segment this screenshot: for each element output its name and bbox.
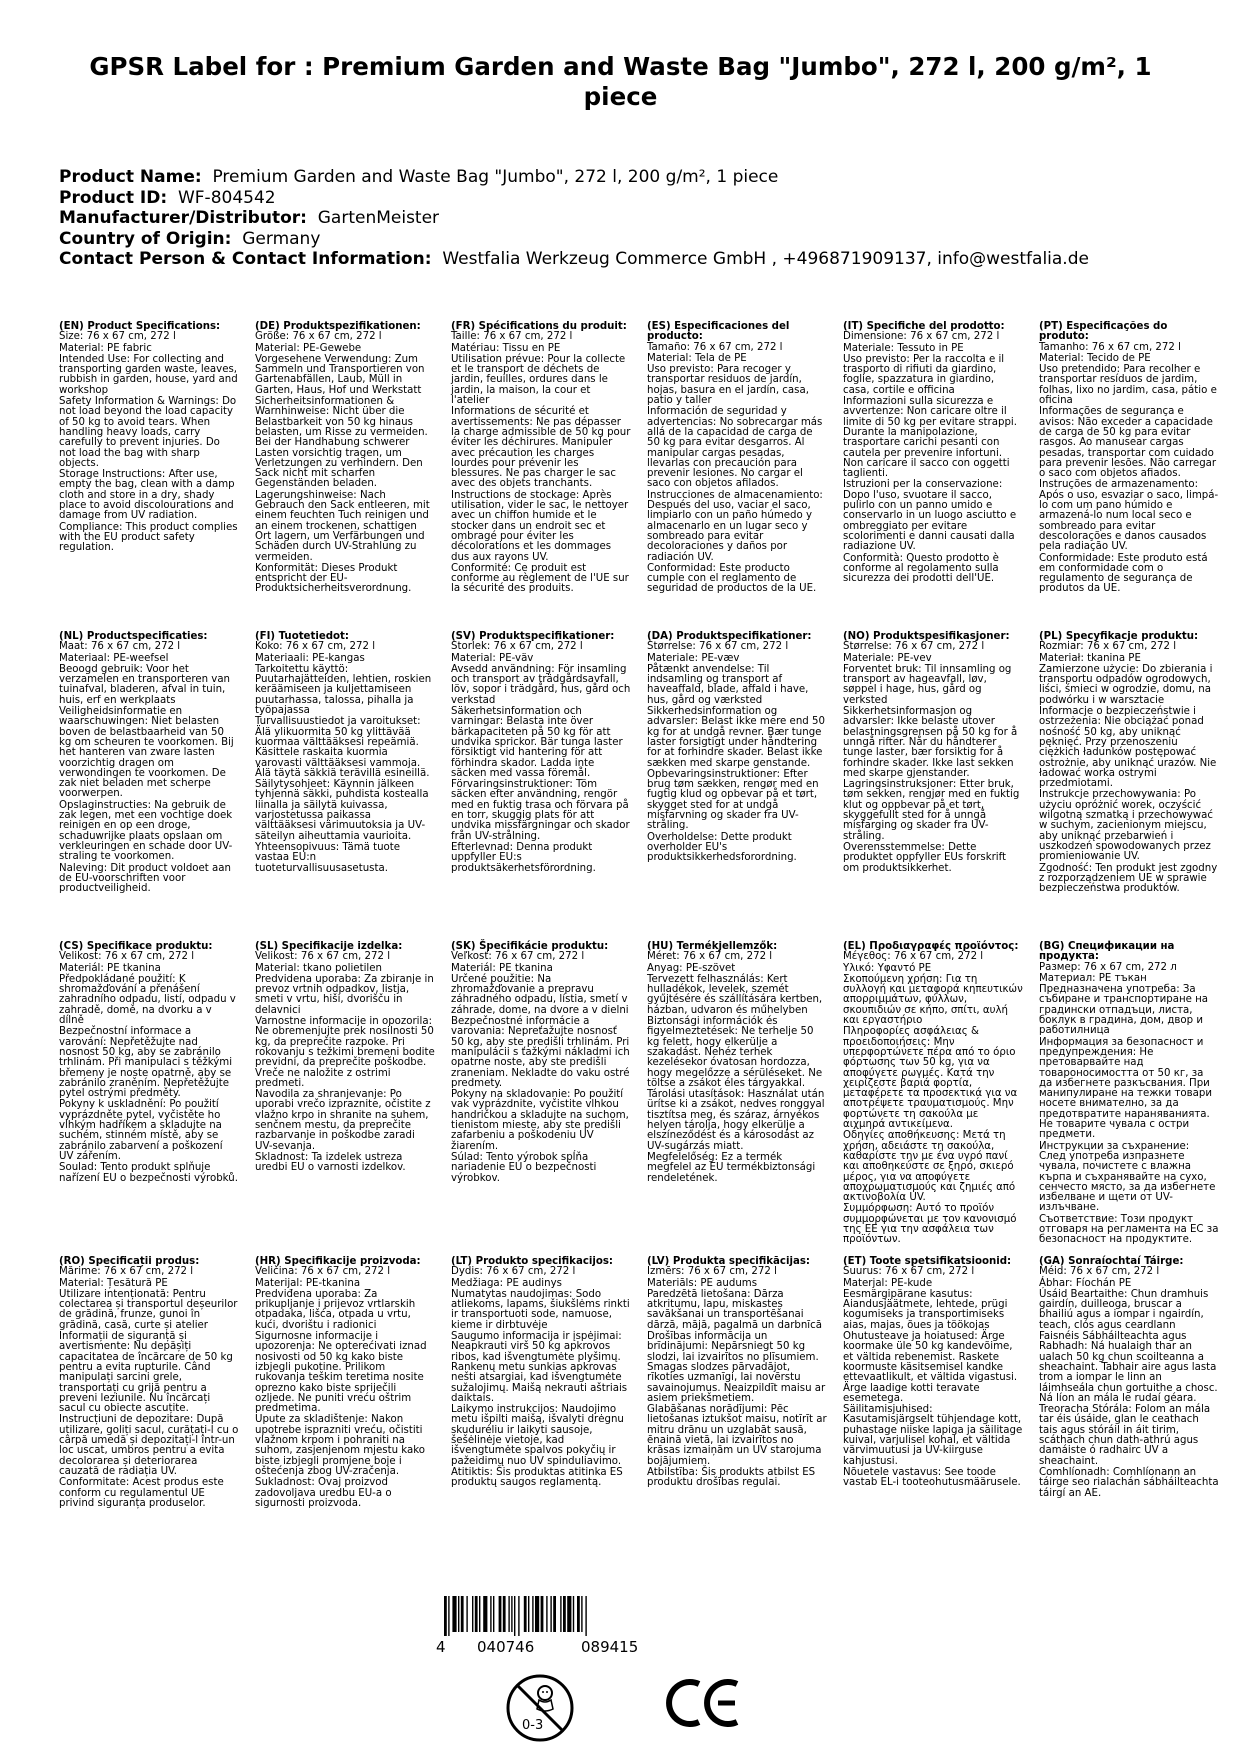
contact-value: Westfalia Werkzeug Commerce GmbH , +496871909137, info@westfalia.de: [442, 249, 1089, 270]
spec-paragraph: Atitiktis: Šis produktas atitinka ES produktų saugos reglamentą.: [451, 1466, 623, 1489]
spec-paragraph: Informazioni sulla sicurezza e avvertenze: Non caricare oltre il limite di 50 kg per evitare strappi. Durante la manipolazione, trasportare carichi pesanti con cautela per prevenire infortuni. Non caricare il sacco con oggetti taglienti.: [843, 396, 1017, 480]
spec-block: [255, 632, 435, 875]
spec-paragraph: Laikymo instrukcijos: Naudojimo metu išpilti maišą, išvalyti drėgnu skuduréliu ir laikyti sausoje, šešėlinėje vietoje, kad išvengtumėte spalvos pokyčių ir pažeidimų nuo UV spinduliavimo.: [451, 1404, 624, 1467]
spec-paragraph: Utilizare intenționată: Pentru colectarea și transportul deșeurilor de grădină, frunze, gunoi în grădină, casă, curte și atelier: [59, 1288, 238, 1331]
spec-paragraph: Pokyny k uskladnění: Po použití vyprázdněte pytel, vyčistěte ho vlhkým hadříkem a skladujte na suchém, stinném místě, aby se zabránilo zabarvení a poškození UV zářením.: [59, 1099, 223, 1162]
spec-paragraph: Instrukcje przechowywania: Po użyciu opróżnić worek, oczyścić wilgotną szmatką i przechowywać w suchym, zacienionym miejscu, aby uniknąć przebarwień i uszkodzeń spowodowanych przez promieniowanie UV.: [1039, 789, 1213, 863]
spec-block: [1039, 322, 1219, 596]
barcode-bar: [508, 1596, 509, 1632]
barcode-bar: [444, 1596, 447, 1636]
spec-paragraph: Ohutusteave ja hoiatused: Ärge koormake üle 50 kg kandevõime, et vältida rebenemist. Raskete koormuste käsitsemisel kandke ettevaatlikult, et vältida vigastusi. Ärge laadige kotti teravate esemetega.: [843, 1331, 1018, 1404]
spec-paragraph: Intended Use: For collecting and transporting garden waste, leaves, rubbish in garden, house, yard and workshop: [59, 353, 238, 396]
spec-heading: (GA) Sonraíochtaí Táirge:: [1039, 1256, 1184, 1267]
spec-heading: (IT) Specifiche del prodotto:: [843, 321, 1005, 332]
spec-paragraph: Méid: 76 x 67 cm, 272 l: [1039, 1266, 1160, 1278]
spec-paragraph: Tamaño: 76 x 67 cm, 272 l: [647, 341, 783, 353]
spec-paragraph: Opslaginstructies: Na gebruik de zak legen, met een vochtige doek reinigen en op een droge, schaduwrijke plaats opslaan om verkleuringen en schade door UV-straling te voorkomen.: [59, 799, 233, 863]
spec-paragraph: Předpokládané použití: K shromažďování a přenášení zahradního odpadu, listí, odpadu v zahradě, domě, na dvorku a v dílně: [59, 973, 236, 1027]
spec-paragraph: Material: tkano polietilen: [255, 962, 382, 974]
spec-paragraph: Säkerhetsinformation och varningar: Belasta inte över bärkapaciteten på 50 kg för att undvika sprickor. Bär tunga laster försiktigt vid hantering för att förhindra skador. Ladda inte säcken med vassa föremål.: [451, 706, 623, 779]
spec-paragraph: Eesmärgipärane kasutus: Aiandusjäätmete, lehtede, prügi kogumiseks ja transportimiseks aias, majas, õues ja töökojas: [843, 1288, 1008, 1331]
spec-paragraph: Ábhar: Fíochán PE: [1039, 1277, 1132, 1289]
barcode-bar: [490, 1596, 491, 1632]
barcode-bar: [479, 1596, 480, 1632]
spec-paragraph: Størrelse: 76 x 67 cm, 272 l: [843, 641, 985, 653]
product-id-value: WF-804542: [177, 187, 276, 208]
spec-paragraph: Veličina: 76 x 67 cm, 272 l: [255, 1266, 391, 1278]
spec-block: [451, 942, 631, 1185]
spec-paragraph: Размер: 76 x 67 cm, 272 л: [1039, 961, 1177, 973]
spec-paragraph: Dydis: 76 x 67 cm, 272 l: [451, 1266, 576, 1278]
spec-paragraph: Información de seguridad y advertencias: No sobrecargar más allá de la capacidad de carga de 50 kg para evitar desgarros. Al manipular cargas pesadas, llevarlas con precaución para prevenir lesiones. No cargar el saco con objetos afilados.: [647, 406, 823, 490]
spec-paragraph: Informații de siguranță și avertismente: Nu depășiți capacitatea de încărcare de 50 kg pentru a evita rupturile. Când manipulați sarcini grele, transportați cu grijă pentru a preveni leziunile. Nu încărcați sacul cu obiecte ascuțite.: [59, 1331, 233, 1415]
spec-paragraph: Opbevaringsinstruktioner: Efter brug tøm sækken, rengør med en fugtig klud og opbevar på et tørt, skygget sted for at undgå misfarvning og skader fra UV-stråling.: [647, 768, 819, 832]
barcode-bar: [503, 1596, 506, 1632]
spec-paragraph: Μέγεθος: 76 x 67 cm, 272 l: [843, 951, 984, 963]
spec-paragraph: Sikkerhedsinformation og advarsler: Belast ikke mere end 50 kg for at undgå revner. Bær tunge laster forsigtigt under håndtering for at forhindre skader. Belast ikke sækken med skarpe genstande.: [647, 706, 825, 769]
spec-paragraph: Storlek: 76 x 67 cm, 272 l: [451, 641, 583, 653]
spec-heading: (SK) Špecifikácie produktu:: [451, 941, 609, 952]
barcode-bar: [532, 1596, 533, 1632]
spec-paragraph: Compliance: This product complies with the EU product safety regulation.: [59, 521, 238, 554]
spec-paragraph: Rozmiar: 76 x 67 cm, 272 l: [1039, 641, 1177, 653]
spec-block: [255, 942, 435, 1175]
barcode-bar: [511, 1596, 512, 1632]
spec-paragraph: Veľkosť: 76 x 67 cm, 272 l: [451, 951, 585, 963]
spec-paragraph: Dimensione: 76 x 67 cm, 272 l: [843, 331, 1000, 343]
spec-paragraph: Zgodność: Ten produkt jest zgodny z rozporządzeniem UE w sprawie bezpieczeństwa produktów.: [1039, 862, 1218, 895]
barcode-bar: [585, 1596, 586, 1636]
spec-paragraph: Taille: 76 x 67 cm, 272 l: [451, 331, 573, 343]
spec-paragraph: Informations de sécurité et avertissements: Ne pas dépasser la charge admissible de 50 kg pour éviter les déchirures. Manipuler avec précaution les charges lourdes pour prévenir les blessures. Ne pas charger le sac avec des objets tranchants.: [451, 406, 631, 490]
product-name-label: Product Name:: [59, 167, 202, 187]
spec-block: [843, 632, 1023, 875]
spec-heading: (ES) Especificaciones del producto:: [647, 321, 790, 343]
spec-paragraph: Sukladnost: Ovaj proizvod zadovoljava uredbu EU-a o sigurnosti proizvoda.: [255, 1477, 392, 1509]
spec-paragraph: Conformidade: Este produto está em conformidade com o regulamento de segurança de produtos da UE.: [1039, 552, 1208, 595]
spec-paragraph: Instructions de stockage: Après utilisation, vider le sac, le nettoyer avec un chiffon humide et le stocker dans un endroit sec et ombragé pour éviter les décolorations et les dommages dus aux rayons UV.: [451, 489, 629, 563]
spec-paragraph: Nõuetele vastavus: See toode vastab EL-i tooteohutusmäärusele.: [843, 1466, 1021, 1489]
spec-heading: (CS) Specifikace produktu:: [59, 941, 213, 952]
spec-block: [843, 942, 1023, 1247]
spec-paragraph: Naleving: Dit product voldoet aan de EU-voorschriften voor productveiligheid.: [59, 862, 231, 895]
spec-paragraph: Storage Instructions: After use, empty the bag, clean with a damp cloth and store in a dry, shady place to avoid discolourations and damage from UV radiation.: [59, 469, 235, 522]
barcode-bar: [524, 1596, 527, 1632]
spec-paragraph: Предназначена употреба: За събиране и транспортиране на градински отпадъци, листа, боклук в градина, дом, двор и работилница: [1039, 984, 1209, 1037]
spec-paragraph: Súlad: Tento výrobok spĺňa nariadenie EÚ o bezpečnosti výrobkov.: [451, 1151, 597, 1184]
barcode-bar: [567, 1596, 571, 1632]
spec-paragraph: Säilitamisjuhised: Kasutamisjärgselt tühjendage kott, puhastage niiske lapiga ja säilitage kuival, varjulisel kohal, et vältida värvimuutusi ja UV-kiirguse kahjustusi.: [843, 1404, 1023, 1467]
spec-paragraph: Συμμόρφωση: Αυτό το προϊόν συμμορφώνεται με τον κανονισμό της ΕΕ για την ασφάλεια των προϊόντων.: [843, 1203, 1017, 1246]
spec-block: [647, 322, 827, 596]
spec-paragraph: Sigurnosne informacije i upozorenja: Ne opterećivati iznad nosivosti od 50 kg kako biste izbjegli pukotine. Prilikom rukovanja teškim teretima nosite oprezno kako biste spriječili ozljede. Ne puniti vreću oštrim predmetima.: [255, 1331, 427, 1415]
spec-block: [1039, 632, 1219, 895]
barcode-bar: [553, 1596, 556, 1632]
spec-paragraph: Conformité: Ce produit est conforme au règlement de l'UE sur la sécurité des produits.: [451, 562, 629, 595]
barcode-bar: [514, 1596, 515, 1636]
barcode-bar: [577, 1596, 580, 1632]
barcode-bar: [546, 1596, 547, 1632]
spec-paragraph: Οδηγίες αποθήκευσης: Μετά τη χρήση, αδειάστε τη σακούλα, καθαρίστε την με ένα υγρό πανί και αποθηκεύστε σε ξηρό, σκιερό μέρος, για να αποφύγετε αποχρωματισμούς και ζημιές από ακτινοβολία UV.: [843, 1130, 1016, 1204]
spec-paragraph: Tervezett felhasználás: Kert hulladékok, levelek, szemét gyűjtésére és szállítására kertben, házban, udvaron és műhelyben: [647, 973, 823, 1016]
spec-paragraph: Tamanho: 76 x 67 cm, 272 l: [1039, 341, 1181, 353]
spec-paragraph: Méret: 76 x 67 cm, 272 l: [647, 951, 773, 963]
spec-paragraph: Säilytysohjeet: Käynnin jälkeen tyhjennä säkki, puhdista kostealla liinalla ja säilytä kuivassa, varjostetussa paikassa välttääksesi värimuutoksia ja UV-säteilyn aiheuttamia vaurioita.: [255, 779, 429, 842]
spec-paragraph: Påtænkt anvendelse: Til indsamling og transport af haveaffald, blade, affald i have, hus, gård og værksted: [647, 663, 809, 706]
spec-paragraph: Sikkerhetsinformasjon og advarsler: Ikke belaste utover belastningsgrensen på 50 kg for å unngå rifter. Når du håndterer tunge laster, bær forsiktig for å forhindre skader. Ikke last sekken med skarpe gjenstander.: [843, 706, 1018, 779]
barcode-group-1: 040746: [477, 1638, 535, 1656]
spec-block: [59, 1257, 239, 1510]
spec-paragraph: Sicherheitsinformationen & Warnhinweise: Nicht über die Belastbarkeit von 50 kg hinaus belasten, um Risse zu vermeiden. Bei der Handhabung schwerer Lasten vorsichtig tragen, um Verletzungen zu verhindern. Den Sack nicht mit scharfen Gegenständen beladen.: [255, 396, 428, 490]
spec-paragraph: Uso previsto: Per la raccolta e il trasporto di rifiuti da giardino, foglie, spazzatura in giardino, casa, cortile e officina: [843, 353, 1005, 396]
spec-paragraph: Velikost: 76 x 67 cm, 272 l: [255, 951, 391, 963]
spec-block: [843, 1257, 1023, 1490]
spec-heading: (HR) Specifikacije proizvoda:: [255, 1256, 421, 1267]
barcode-bar: [518, 1596, 519, 1636]
spec-paragraph: Comhlíonadh: Comhlíonann an táirge seo rialachán sábháilteachta táirgí an AE.: [1039, 1466, 1219, 1499]
spec-paragraph: Съответствие: Този продукт отговаря на регламента на ЕС за безопасност на продуктите.: [1039, 1213, 1219, 1246]
barcode-bar: [560, 1596, 561, 1632]
spec-paragraph: Izmērs: 76 x 67 cm, 272 l: [647, 1266, 777, 1278]
spec-block: [255, 322, 435, 596]
spec-paragraph: Mărime: 76 x 67 cm, 272 l: [59, 1266, 194, 1278]
barcode-bar: [483, 1596, 487, 1632]
spec-paragraph: Materjal: PE-kude: [843, 1277, 933, 1289]
spec-paragraph: Material: Tela de PE: [647, 352, 747, 364]
barcode-bar: [499, 1596, 502, 1632]
spec-heading: (HU) Termékjellemzők:: [647, 941, 778, 952]
country-label: Country of Origin:: [59, 228, 232, 249]
manufacturer-label: Manufacturer/Distributor:: [59, 208, 307, 229]
barcode-bar: [550, 1596, 551, 1632]
spec-paragraph: Numatytas naudojimas: Sodo atliekoms, lapams, šiukšlėms rinkti ir transportuoti sode, namuose, kieme ir dirbtuvėje: [451, 1288, 630, 1331]
spec-paragraph: Materiale: PE-vev: [843, 652, 932, 664]
spec-block: [843, 322, 1023, 585]
spec-paragraph: Conformidad: Este producto cumple con el reglamento de seguridad de productos de la UE.: [647, 562, 817, 595]
spec-paragraph: Faisnéis Sábháilteachta agus Rabhadh: Ná hualaigh thar an ualach 50 kg chun scoilteanna a sheachaint. Tabhair aire agus lasta trom a iompar le linn an láimhseála chun gortuithe a chosc. Ná líon an mála le rudaí géara.: [1039, 1331, 1218, 1404]
spec-paragraph: Tárolási utasítások: Használat után ürítse ki a zsákot, nedves ronggyal tisztítsa meg, és száraz, árnyékos helyen tárolja, hogy elkerülje a elszíneződést és a károsodást az UV-sugárzás miatt.: [647, 1089, 825, 1152]
spec-block: [59, 322, 239, 555]
barcode-bar: [563, 1596, 566, 1632]
spec-paragraph: Navodila za shranjevanje: Po uporabi vrečo izpraznite, očistite z vlažno krpo in shranite na suhem, senčnem mestu, da preprečite razbarvanje in poškodbe zaradi UV-sevanja.: [255, 1089, 431, 1152]
page-title: GPSR Label for : Premium Garden and Waste Bag "Jumbo", 272 l, 200 g/m², 1 piece: [89, 52, 1152, 111]
barcode: [444, 1596, 659, 1636]
spec-paragraph: Bezpečnostné informácie a varovania: Nepreťažujte nosnosť 50 kg, aby ste predišli trhlinám. Pri manipulácii s ťažkými nákladmi ich opatrne noste, aby ste predišli zraneniam. Nekladte do vaku ostré predmety.: [451, 1016, 630, 1089]
spec-paragraph: Instruções de armazenamento: Após o uso, esvaziar o saco, limpá-lo com um pano húmido e armazená-lo num local seco e sombreado para evitar descolorações e danos causados pela radiação UV.: [1039, 479, 1219, 553]
spec-heading: (SL) Specifikacije izdelka:: [255, 941, 403, 952]
country-value: Germany: [242, 228, 321, 249]
spec-paragraph: Velikost: 76 x 67 cm, 272 l: [59, 951, 195, 963]
spec-paragraph: Veiligheidsinformatie en waarschuwingen: Niet belasten boven de belastbaarheid van 50 kg om scheuren te voorkomen. Bij het hanteren van zware lasten voorzichtig dragen om verwondingen te voorkomen. De zak niet beladen met scherpe voorwerpen.: [59, 706, 234, 800]
barcode-bar: [448, 1596, 449, 1636]
spec-paragraph: Instrucciones de almacenamiento: Después del uso, vaciar el saco, limpiarlo con un paño húmedo y almacenarlo en un lugar seco y sombreado para evitar decoloraciones y daños por radiación UV.: [647, 489, 823, 563]
age-range-label: 0-3: [522, 1718, 544, 1733]
spec-paragraph: Vorgesehene Verwendung: Zum Sammeln und Transportieren von Gartenabfällen, Laub, Müll in Garten, Haus, Hof und Werkstatt: [255, 353, 425, 396]
spec-paragraph: Paredzētā lietošana: Dārza atkritumu, lapu, miskastes savākšanai un transportēšanai dārzā, mājā, pagalmā un darbnīcā: [647, 1288, 822, 1331]
spec-paragraph: Förvaringsinstruktioner: Töm säcken efter användning, rengör med en fuktig trasa och förvara på en torr, skuggig plats för att undvika missfärgningar och skador från UV-strålning.: [451, 779, 630, 842]
product-info: [59, 167, 1089, 270]
spec-paragraph: Beoogd gebruik: Voor het verzamelen en transporteren van tuinafval, bladeren, afval in tuin, huis, erf en werkplaats: [59, 663, 231, 706]
spec-paragraph: Medžiaga: PE audinys: [451, 1277, 562, 1289]
spec-paragraph: Efterlevnad: Denna produkt uppfyller EU:s produktsäkerhetsförordning.: [451, 841, 596, 874]
spec-paragraph: Conformitate: Acest produs este conform cu regulamentul UE privind siguranța produselor.: [59, 1477, 224, 1509]
spec-paragraph: Atbilstība: Šis produkts atbilst ES produktu drošības regulai.: [647, 1466, 816, 1489]
spec-paragraph: Informacje o bezpieczeństwie i ostrzeżenia: Nie obciążać ponad nośność 50 kg, aby uniknąć pęknięć. Przy przenoszeniu ciężkich ładunków postępować ostrożnie, aby uniknąć urazów. Nie ładować worka ostrymi przedmiotami.: [1039, 706, 1217, 790]
spec-paragraph: Πληροφορίες ασφάλειας & προειδοποιήσεις: Μην υπερφορτώνετε πέρα από το όριο φόρτωσης των 50 kg, για να αποφύγετε ρωγμές. Κατά την χειρίζεστε βαριά φορτία, μεταφέρετε τα προσεκτικά για να αποτρέψετε τραυματισμούς. Μην φορτώνετε τη σακούλα με αιχμηρά αντικείμενα.: [843, 1026, 1018, 1131]
spec-heading: (RO) Specificații produs:: [59, 1256, 200, 1267]
spec-paragraph: Megfelelőség: Ez a termék megfelel az EU termékbiztonsági rendeletének.: [647, 1151, 816, 1184]
barcode-digit-left: 4: [436, 1638, 446, 1656]
spec-paragraph: Konformität: Dieses Produkt entspricht der EU-Produktsicherheitsverordnung.: [255, 562, 412, 595]
spec-paragraph: Overholdelse: Dette produkt overholder EU's produktsikkerhedsforordning.: [647, 831, 797, 864]
spec-paragraph: Koko: 76 x 67 cm, 272 l: [255, 641, 376, 653]
contact-label: Contact Person & Contact Information:: [59, 249, 432, 270]
spec-heading: (FR) Spécifications du produit:: [451, 321, 627, 332]
spec-paragraph: Materiaal: PE-weefsel: [59, 652, 169, 664]
spec-paragraph: Anyag: PE-szövet: [647, 962, 736, 974]
spec-paragraph: Tarkoitettu käyttö: Puutarhajätteiden, lehtien, roskien keräämiseen ja kuljettamiseen puutarhassa, talossa, pihalla ja työpajassa: [255, 663, 432, 717]
barcode-group-2: 089415: [581, 1638, 639, 1656]
spec-heading: (FI) Tuotetiedot:: [255, 631, 349, 642]
country-line: [59, 229, 1089, 250]
spec-paragraph: Uso pretendido: Para recolher e transportar resíduos de jardim, folhas, lixo no jardim, casa, pátio e oficina: [1039, 364, 1217, 407]
spec-paragraph: Material: Tecido de PE: [1039, 352, 1151, 364]
spec-paragraph: Glabāšanas norādījumi: Pēc lietošanas iztukšot maisu, notīrīt ar mitru drānu un uzglabāt sausā, ēnainā vietā, lai izvairītos no krāsas izmaiņām un UV starojuma bojājumiem.: [647, 1404, 827, 1467]
spec-paragraph: Material: PE fabric: [59, 342, 152, 354]
spec-paragraph: Σκοπούμενη χρήση: Για τη συλλογή και μεταφορά κηπευτικών απορριμμάτων, φύλλων, σκουπιδιών σε κήπο, σπίτι, αυλή και εργαστήριο: [843, 973, 1023, 1027]
spec-heading: (LV) Produkta specifikācijas:: [647, 1256, 810, 1267]
spec-paragraph: Materiāls: PE audums: [647, 1277, 758, 1289]
spec-paragraph: Materijal: PE-tkanina: [255, 1277, 361, 1289]
contact-line: [59, 249, 1089, 270]
age-warning-icon: [505, 1673, 575, 1743]
spec-paragraph: Maat: 76 x 67 cm, 272 l: [59, 641, 181, 653]
product-name-line: [59, 167, 1089, 188]
spec-paragraph: Soulad: Tento produkt splňuje nařízení EU o bezpečnosti výrobků.: [59, 1162, 238, 1184]
spec-paragraph: Material: Țesătură PE: [59, 1277, 168, 1289]
barcode-bar: [475, 1596, 478, 1632]
spec-paragraph: Größe: 76 x 67 cm, 272 l: [255, 331, 382, 343]
spec-block: [647, 942, 827, 1185]
spec-heading: (DA) Produktspecifikationer:: [647, 631, 812, 642]
spec-block: [451, 632, 631, 875]
spec-paragraph: Safety Information & Warnings: Do not load beyond the load capacity of 50 kg to avoid tears. When handling heavy loads, carry carefully to prevent injuries. Do not load the bag with sharp objects.: [59, 396, 237, 469]
spec-paragraph: Overensstemmelse: Dette produktet oppfyller EUs forskrift om produktsikkerhet.: [843, 841, 1007, 874]
spec-heading: (PT) Especificações do produto:: [1039, 321, 1168, 343]
spec-heading: (NO) Produktspesifikasjoner:: [843, 631, 1010, 642]
spec-paragraph: Drošības informācija un brīdinājumi: Nepārsniegt 50 kg slodzi, lai izvairītos no plīsumiem. Smagas slodzes pārvadājot, rīkoties uzmanīgi, lai novērstu savainojumus. Neaizpildīt maisu ar asiem priekšmetiem.: [647, 1331, 826, 1404]
spec-paragraph: Úsáid Beartaithe: Chun dramhuis gairdín, duilleoga, bruscar a bhailiú agus a iompar i ngairdín, teach, clós agus ceardlann: [1039, 1288, 1209, 1331]
spec-block: [59, 942, 239, 1185]
spec-block: [59, 632, 239, 895]
spec-paragraph: Størrelse: 76 x 67 cm, 272 l: [647, 641, 789, 653]
spec-paragraph: Материал: PE тъкан: [1039, 972, 1147, 984]
barcode-bar: [458, 1596, 459, 1632]
spec-paragraph: Forventet bruk: Til innsamling og transport av hageavfall, løv, søppel i hage, hus, gård og verksted: [843, 663, 1012, 706]
barcode-bar: [493, 1596, 494, 1632]
spec-block: [647, 632, 827, 865]
spec-paragraph: Material: PE-väv: [451, 652, 534, 664]
spec-paragraph: Určené použitie: Na zhromažďovanie a prepravu záhradného odpadu, lístia, smetí v záhrade, dome, na dvore a v dielni: [451, 973, 629, 1016]
spec-paragraph: Yhteensopivuus: Tämä tuote vastaa EU:n tuoteturvallisuusasetusta.: [255, 841, 401, 874]
spec-paragraph: Lagringsinstruksjoner: Etter bruk, tøm sekken, rengjør med en fuktig klut og oppbevar på et tørt, skyggefullt sted for å unngå misfarging og skader fra UV-stråling.: [843, 779, 1020, 842]
spec-paragraph: Conformità: Questo prodotto è conforme al regolamento sulla sicurezza dei prodotti dell'UE.: [843, 552, 999, 585]
spec-block: [647, 1257, 827, 1490]
spec-heading: (ET) Toote spetsifikatsioonid:: [843, 1256, 1012, 1267]
spec-paragraph: Materiál: PE tkanina: [451, 962, 553, 974]
spec-paragraph: Predviđena uporaba: Za prikupljanje i prijevoz vrtlarskih otpadaka, lišća, otpada u vrtu, kući, dvorištu i radionici: [255, 1288, 416, 1331]
spec-paragraph: Size: 76 x 67 cm, 272 l: [59, 331, 176, 343]
spec-paragraph: Lagerungshinweise: Nach Gebrauch den Sack entleeren, mit einem feuchten Tuch reinigen und an einem trockenen, schattigen Ort lagern, um Verfärbungen und Schäden durch UV-Strahlung zu vermeiden.: [255, 489, 430, 563]
spec-block: [1039, 942, 1219, 1247]
barcode-bar: [535, 1596, 539, 1632]
spec-heading: (SV) Produktspecifikationer:: [451, 631, 615, 642]
spec-paragraph: Υλικό: Υφαντό PE: [843, 962, 932, 974]
spec-paragraph: Informações de segurança e avisos: Não exceder a capacidade de carga de 50 kg para evitar rasgos. Ao manusear cargas pesadas, transportar com cuidado para prevenir lesões. Não carregar o saco com objetos afiados.: [1039, 406, 1217, 480]
spec-paragraph: Material: PE-Gewebe: [255, 342, 362, 354]
product-id-label: Product ID:: [59, 187, 168, 208]
spec-paragraph: Zamierzone użycie: Do zbierania i transportu odpadów ogrodowych, liści, śmieci w ogrodzie, domu, na podwórku i w warsztacie: [1039, 663, 1213, 706]
spec-heading: (EL) Προδιαγραφές προϊόντος:: [843, 941, 1019, 952]
spec-paragraph: Treoracha Stórála: Folom an mála tar éis úsáide, glan le ceathach tais agus stóráil in áit tirim, scáthach chun dath-athrú agus damáiste ó radhairc UV a sheachaint.: [1039, 1404, 1211, 1467]
spec-paragraph: Materiál: PE tkanina: [59, 962, 161, 974]
spec-paragraph: Skladnost: Ta izdelek ustreza uredbi EU o varnosti izdelkov.: [255, 1151, 406, 1174]
spec-paragraph: Predvidena uporaba: Za zbiranje in prevoz vrtnih odpadkov, listja, smeti v vrtu, hiši, dvorišču in delavnici: [255, 973, 434, 1016]
barcode-bar: [528, 1596, 529, 1632]
spec-paragraph: Biztonsági információk és figyelmeztetések: Ne terhelje 50 kg felett, hogy elkerülje a szakadást. Nehéz terhek kezelésekor óvatosan hordozza, hogy megelőzze a sérüléseket. Ne töltse a zsákot éles tárgyakkal.: [647, 1016, 823, 1089]
barcode-bar: [573, 1596, 574, 1632]
spec-heading: (LT) Produkto specifikacijos:: [451, 1256, 613, 1267]
spec-paragraph: Информация за безопасност и предупреждения: Не претоварвайте над товароносимостта от 50 кг, за да избегнете разкъсвания. При манипулиране на тежки товари носете внимателно, за да предотвратите нараняванията. Не товарите чувала с остри предмети.: [1039, 1036, 1212, 1141]
spec-heading: (EN) Product Specifications:: [59, 321, 221, 332]
spec-block: [255, 1257, 435, 1510]
spec-paragraph: Materiale: PE-væv: [647, 652, 740, 664]
spec-paragraph: Materiaali: PE-kangas: [255, 652, 365, 664]
spec-paragraph: Upute za skladištenje: Nakon upotrebe isprazniti vreću, očistiti vlažnom krpom i pohraniti na suhom, zasjenjenom mjestu kako biste izbjegli promjene boje i oštećenja zbog UV-zračenja.: [255, 1414, 426, 1477]
manufacturer-value: GartenMeister: [317, 208, 440, 229]
spec-paragraph: Varnostne informacije in opozorila: Ne obremenjujte prek nosilnosti 50 kg, da preprečite razpoke. Pri rokovanju s težkimi bremeni bodite previdni, da preprečite poškodbe. Vreče ne naložite z ostrimi predmeti.: [255, 1016, 435, 1089]
product-id-line: [59, 188, 1089, 209]
spec-block: [451, 1257, 631, 1490]
spec-block: [1039, 1257, 1219, 1500]
spec-paragraph: Istruzioni per la conservazione: Dopo l'uso, svuotare il sacco, pulirlo con un panno umido e conservarlo in un luogo asciutto e ombreggiato per evitare scolorimenti e danni causati dalla radiazione UV.: [843, 479, 1017, 553]
spec-paragraph: Bezpečnostní informace a varování: Nepřetěžujte nad nosnost 50 kg, aby se zabránilo trhlinám. Při manipulaci s těžkými břemeny je noste opatrně, aby se zabránilo zraněním. Nepřetěžujte pytel ostrými předměty.: [59, 1026, 233, 1100]
spec-heading: (BG) Спецификации на продукта:: [1039, 941, 1175, 963]
spec-paragraph: Pokyny na skladovanie: Po použití vak vyprázdnite, vyčistite vlhkou handričkou a skladujte na suchom, tienistom mieste, aby ste predišli zafarbeniu a poškodeniu UV žiarením.: [451, 1089, 629, 1152]
barcode-bar: [581, 1596, 582, 1632]
barcode-bar: [466, 1596, 467, 1632]
spec-paragraph: Avsedd användning: För insamling och transport av trädgårdsavfall, löv, sopor i trädgård, hus, gård och verkstad: [451, 663, 631, 706]
barcode-bar: [452, 1596, 456, 1632]
spec-block: [451, 322, 631, 596]
spec-paragraph: Инструкции за съхранение: След употреба изпразнете чувала, почистете с влажна кърпа и съхранявайте на сухо, сенчесто място, за да избегнете избелване и щети от UV-излъчване.: [1039, 1140, 1216, 1214]
spec-heading: (DE) Produktspezifikationen:: [255, 321, 421, 332]
spec-paragraph: Matériau: Tissu en PE: [451, 342, 561, 354]
spec-paragraph: Utilisation prévue: Pour la collecte et le transport de déchets de jardin, feuilles, ordures dans le jardin, la maison, la cour et l'atelier: [451, 353, 626, 407]
barcode-bar: [461, 1596, 464, 1632]
ce-mark-icon: [666, 1676, 742, 1730]
spec-paragraph: Turvallisuustiedot ja varoitukset: Älä ylikuormita 50 kg ylittävää kuormaa välttääksesi repeämiä. Käsittele raskaita kuormia varovasti välttääksesi vammoja. Älä täytä säkkiä terävillä esineillä.: [255, 716, 430, 779]
product-name-value: Premium Garden and Waste Bag "Jumbo", 272 l, 200 g/m², 1 piece: [212, 167, 779, 187]
spec-heading: (NL) Productspecificaties:: [59, 631, 208, 642]
spec-paragraph: Suurus: 76 x 67 cm, 272 l: [843, 1266, 975, 1278]
barcode-bar: [541, 1596, 544, 1632]
spec-paragraph: Materiale: Tessuto in PE: [843, 342, 964, 354]
spec-paragraph: Saugumo informacija ir įspėjimai: Neapkrauti virš 50 kg apkrovos ribos, kad išvengtumėte plyšimų. Rankenų metu sunkias apkrovas nešti atsargiai, kad išvengtumėte sužalojimų. Maišą nekrauti aštriais daiktais.: [451, 1331, 628, 1404]
spec-paragraph: Instrucțiuni de depozitare: După utilizare, goliți sacul, curățați-l cu o cârpă umedă și depozitați-l într-un loc uscat, umbros pentru a evita decolorarea și deteriorarea cauzată de radiația UV.: [59, 1414, 239, 1477]
barcode-bar: [472, 1596, 473, 1632]
manufacturer-line: [59, 208, 1089, 229]
spec-paragraph: Materiał: tkanina PE: [1039, 652, 1141, 664]
spec-heading: (PL) Specyfikacje produktu:: [1039, 631, 1199, 642]
spec-paragraph: Uso previsto: Para recoger y transportar residuos de jardín, hojas, basura en el jardín, casa, patio y taller: [647, 364, 809, 407]
